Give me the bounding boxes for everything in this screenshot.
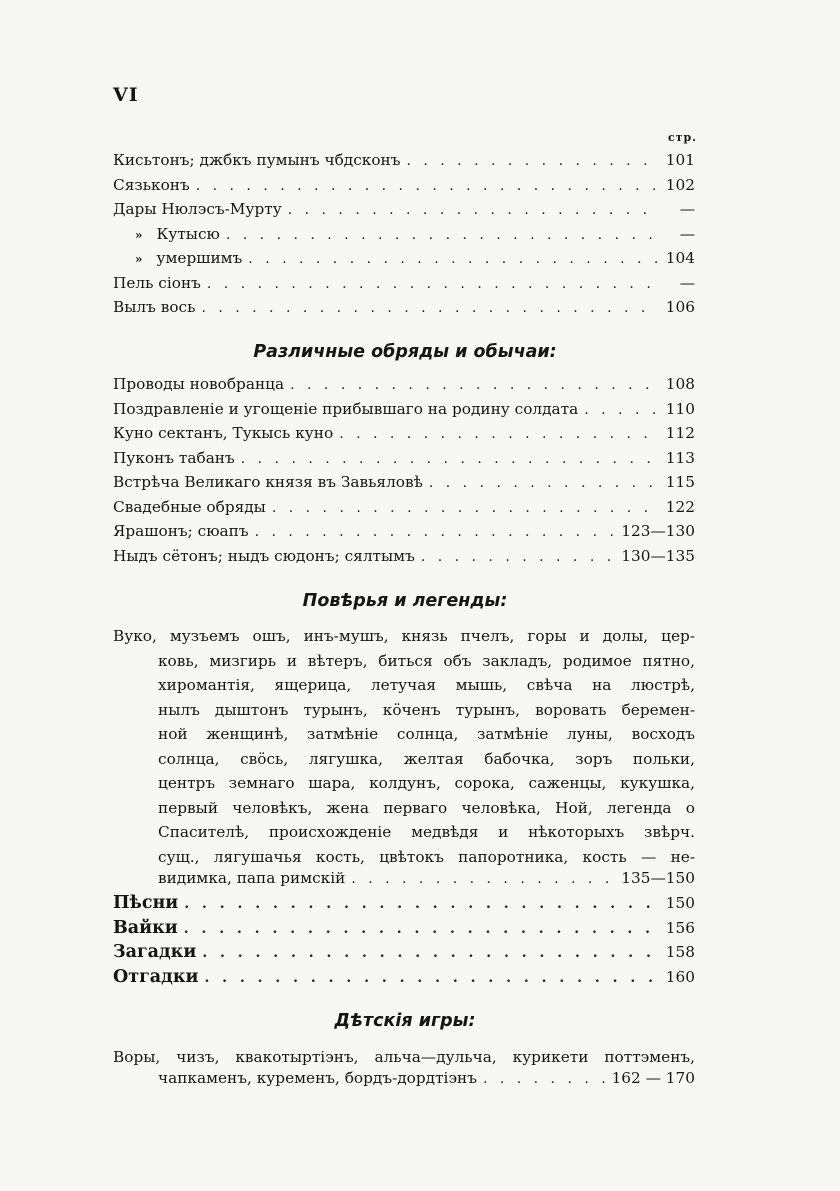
- entry-page: 106: [665, 298, 695, 316]
- paragraph-line: нылъ дыштонъ турынъ, кöченъ турынъ, воровать беремен-: [158, 700, 695, 719]
- paragraph-line: Воры, чизъ, квакотыртіэнъ, альча—дульча, курикети поттэменъ,: [113, 1048, 695, 1066]
- entry-page: —: [679, 224, 695, 243]
- toc-entry: [113, 176, 695, 201]
- entry-title: чапкаменъ, куременъ, бордъ-дордтіэнъ: [158, 1069, 477, 1087]
- games-last-line: [113, 1069, 695, 1094]
- toc-entry: [113, 449, 695, 474]
- games-paragraph: [113, 1045, 695, 1070]
- toc-entry: [113, 918, 695, 943]
- toc-entry: [113, 893, 695, 918]
- entry-title: Свадебные обряды: [113, 497, 266, 516]
- toc-entry: [113, 869, 695, 894]
- entry-title: Пель сіонъ: [113, 273, 201, 292]
- toc-entry: [113, 151, 695, 176]
- entry-title: Куно сектанъ, Тукысь куно: [113, 424, 334, 442]
- page-column-header: стр.: [667, 131, 697, 144]
- legends-last-line: [113, 869, 695, 894]
- entry-page: 162 — 170: [611, 1069, 695, 1087]
- entry-title: Пуконъ табанъ: [113, 448, 235, 467]
- entry-page: 158: [665, 943, 695, 961]
- toc-entry: [113, 274, 695, 299]
- entry-title: Дары Нюлэсъ-Мурту: [113, 200, 282, 218]
- entry-title: Загадки: [113, 942, 197, 962]
- paragraph-line: хиромантія, ящерица, летучая мышь, свѣча на люстрѣ,: [158, 676, 695, 694]
- entry-title: Кутысю: [156, 224, 220, 243]
- toc-entry: [113, 400, 695, 425]
- entry-title: умершимъ: [156, 249, 243, 267]
- entry-title: Встрѣча Великаго князя въ Завьяловѣ: [113, 473, 423, 491]
- entry-title: Пѣсни: [113, 893, 179, 913]
- entry-page: 150: [665, 894, 695, 912]
- toc-entry: [113, 424, 695, 449]
- entry-page: 108: [665, 375, 695, 393]
- paragraph-line: ной женщинѣ, затмѣніе солнца, затмѣніе луны, восходъ: [158, 725, 695, 743]
- entry-page: 160: [665, 967, 695, 986]
- toc-entry: [113, 522, 695, 547]
- entry-page: 156: [665, 918, 695, 937]
- paragraph-line: сущ., лягушачья кость, цвѣтокъ папоротника, кость — не-: [158, 847, 695, 866]
- paragraph-line: первый человѣкъ, жена перваго человѣка, Ной, легенда о: [158, 798, 695, 817]
- entry-title: видимка, папа римскій: [158, 869, 346, 887]
- toc-entry: [113, 967, 695, 992]
- toc-entry: [113, 547, 695, 572]
- toc-entry: [113, 200, 695, 225]
- ditto-mark: »: [135, 227, 143, 242]
- entry-page: 110: [665, 399, 695, 418]
- entry-title: Ярашонъ; сюапъ: [113, 522, 249, 540]
- paragraph-line: ковь, мизгирь и вѣтеръ, биться объ закладъ, родимое пятно,: [158, 651, 695, 670]
- toc-section-1: [113, 151, 695, 323]
- entry-title: Поздравленіе и угощеніе прибывшаго на родину солдата: [113, 399, 579, 418]
- toc-section-3: [113, 893, 695, 991]
- entry-title: Вайки: [113, 917, 178, 938]
- legends-paragraph: [113, 624, 695, 869]
- toc-entry: [113, 942, 695, 967]
- entry-page: —: [679, 273, 695, 292]
- entry-title: Кисьтонъ; джбкъ пумынъ чбдсконъ: [113, 151, 401, 169]
- toc-entry: [113, 498, 695, 523]
- entry-page: 102: [665, 175, 695, 194]
- paragraph-line: солнца, свöсь, лягушка, желтая бабочка, зоръ польки,: [158, 749, 695, 768]
- toc-entry: [113, 249, 695, 274]
- entry-page: 123—130: [621, 522, 695, 540]
- toc-entry: [113, 1069, 695, 1094]
- section-heading-rites: Различные обряды и обычаи:: [253, 342, 557, 362]
- entry-page: 113: [665, 448, 695, 467]
- entry-page: 135—150: [621, 869, 695, 887]
- entry-page: 115: [665, 473, 695, 491]
- toc-entry: [113, 298, 695, 323]
- entry-title: Сязьконъ: [113, 175, 190, 194]
- paragraph-line: центръ земнаго шара, колдунъ, сорока, саженцы, кукушка,: [158, 774, 695, 792]
- page-number: VI: [113, 84, 139, 106]
- paragraph-line: Спасителѣ, происхожденіе медвѣдя и нѣкоторыхъ звѣрч.: [158, 823, 695, 841]
- entry-title: Отгадки: [113, 966, 199, 987]
- ditto-mark: »: [135, 252, 143, 266]
- entry-page: 101: [665, 151, 695, 169]
- toc-entry: [113, 473, 695, 498]
- entry-page: —: [679, 200, 695, 218]
- section-heading-games: Дѣтскія игры:: [334, 1011, 476, 1031]
- entry-title: Ныдъ сётонъ; ныдъ сюдонъ; сялтымъ: [113, 546, 415, 565]
- entry-title: Вылъ вось: [113, 298, 196, 316]
- toc-entry: [113, 225, 695, 250]
- toc-entry: [113, 375, 695, 400]
- section-heading-legends: Повѣрья и легенды:: [302, 591, 508, 611]
- entry-page: 130—135: [621, 546, 695, 565]
- entry-page: 104: [665, 249, 695, 267]
- toc-section-2: [113, 375, 695, 571]
- entry-page: 122: [665, 497, 695, 516]
- paragraph-line: Вуко, музъемъ ошъ, инъ-мушъ, князь пчелъ, горы и долы, цер-: [113, 627, 695, 645]
- entry-page: 112: [665, 424, 695, 442]
- entry-title: Проводы новобранца: [113, 375, 285, 393]
